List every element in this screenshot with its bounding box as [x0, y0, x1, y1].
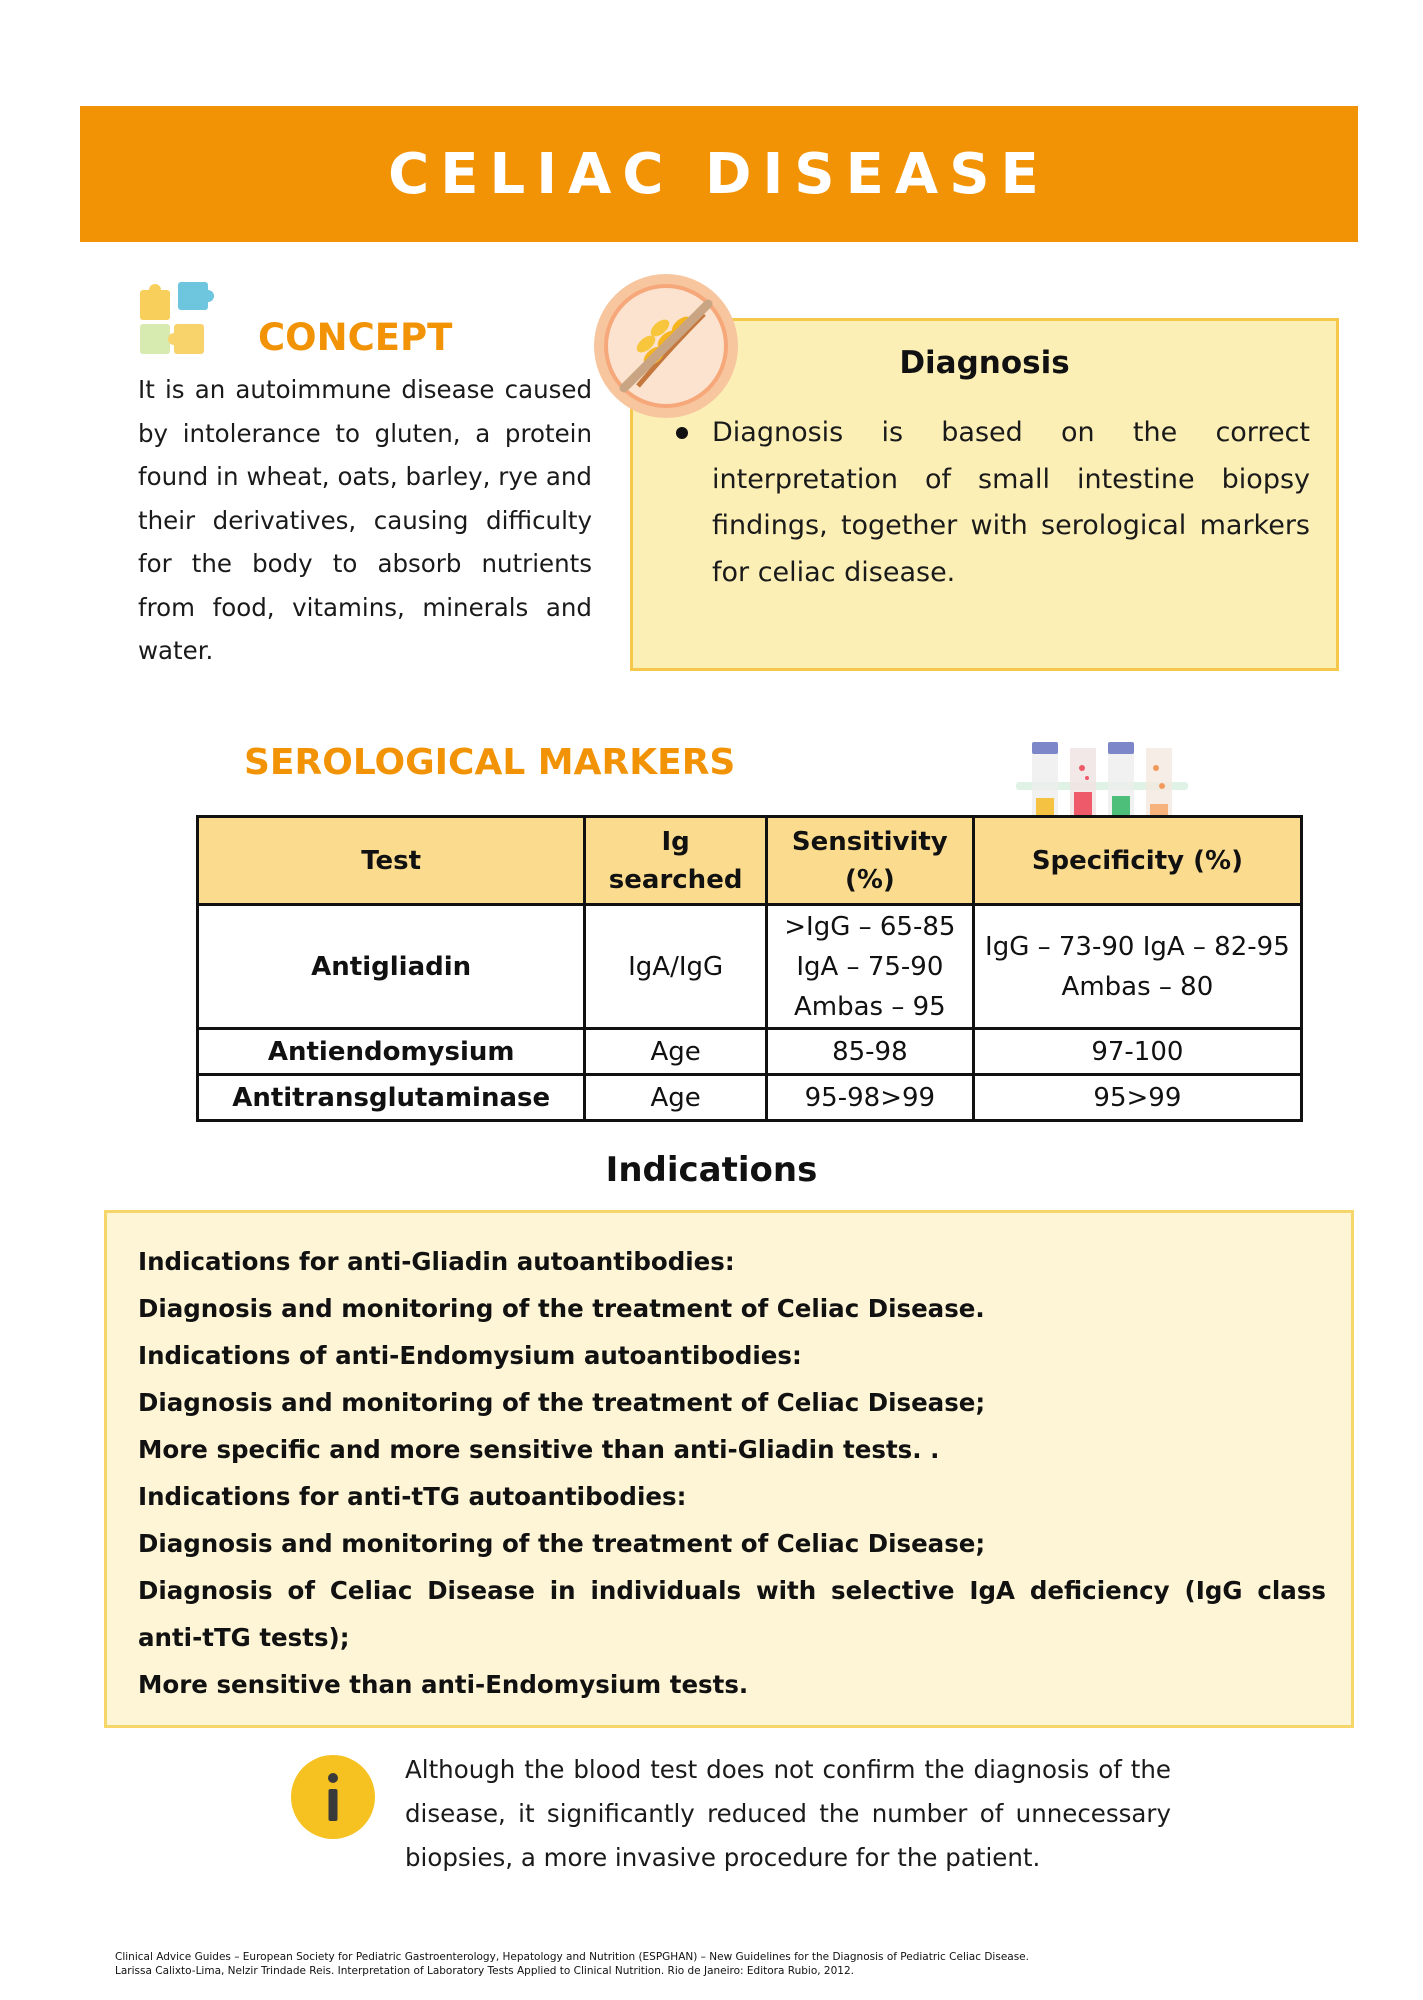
header-specificity: Specificity (%) [973, 817, 1301, 905]
cell-sensitivity: 85-98 [766, 1029, 973, 1075]
indication-line: Diagnosis and monitoring of the treatment of Celiac Disease. [138, 1294, 985, 1323]
concept-text: It is an autoimmune disease caused by intolerance to gluten, a protein found in wheat, oats, barley, rye and their derivatives, causing difficulty for the body to absorb nutrients from food, vitamins, minerals and water. [138, 375, 592, 665]
note-text: Although the blood test does not confirm the diagnosis of the disease, it significantly reduced the number of unnecessary biopsies, a more invasive procedure for the patient. [405, 1755, 1171, 1872]
indications-list [138, 1238, 1326, 1708]
header-ig-searched: Ig searched [585, 817, 767, 905]
info-icon [290, 1754, 376, 1840]
indication-line: Indications for anti-Gliadin autoantibodies: [138, 1247, 735, 1276]
reference-line: Clinical Advice Guides – European Society for Pediatric Gastroenterology, Hepatology and Nutrition (ESPGHAN) – New Guidelines for the Diagnosis of Pediatric Celiac Disease. [115, 1951, 1029, 1963]
indication-line: Diagnosis and monitoring of the treatment of Celiac Disease; [138, 1529, 986, 1558]
table-header-row [198, 817, 1302, 905]
table-row [198, 1029, 1302, 1075]
cell-ig: Age [585, 1029, 767, 1075]
specificity-line: Ambas – 80 [1061, 971, 1214, 1002]
cell-ig: IgA/IgG [585, 905, 767, 1029]
indication-line: More specific and more sensitive than anti-Gliadin tests. . [138, 1435, 940, 1464]
sensitivity-line: IgA – 75-90 [796, 951, 944, 982]
indications-title: Indications [605, 1150, 818, 1190]
serological-markers-table [196, 815, 1303, 1122]
cell-ig: Age [585, 1075, 767, 1121]
cell-test: Antigliadin [198, 905, 585, 1029]
bullet-icon [676, 427, 688, 439]
header-test: Test [198, 817, 585, 905]
header-sensitivity: Sensitivity (%) [766, 817, 973, 905]
cell-sensitivity [766, 905, 973, 1029]
table-row [198, 905, 1302, 1029]
cell-test: Antitransglutaminase [198, 1075, 585, 1121]
cell-specificity: 95>99 [973, 1075, 1301, 1121]
table-row [198, 1075, 1302, 1121]
cell-sensitivity: 95-98>99 [766, 1075, 973, 1121]
sensitivity-line: Ambas – 95 [793, 991, 946, 1022]
puzzle-icon [138, 280, 218, 356]
sensitivity-line: >IgG – 65-85 [784, 911, 956, 942]
cell-specificity: 97-100 [973, 1029, 1301, 1075]
specificity-line: IgG – 73-90 IgA – 82-95 [985, 931, 1290, 962]
page-title: CELIAC DISEASE [388, 141, 1050, 207]
cell-specificity [973, 905, 1301, 1029]
cell-test: Antiendomysium [198, 1029, 585, 1075]
reference-line: Larissa Calixto-Lima, Nelzir Trindade Reis. Interpretation of Laboratory Tests Applied to Clinical Nutrition. Rio de Janeiro: Editora Rubio, 2012. [115, 1965, 854, 1977]
title-banner [80, 106, 1358, 242]
indication-line: Indications of anti-Endomysium autoantibodies: [138, 1341, 802, 1370]
indication-line: More sensitive than anti-Endomysium tests. [138, 1670, 749, 1699]
diagnosis-title: Diagnosis [899, 345, 1070, 381]
concept-title: CONCEPT [258, 316, 453, 359]
serological-title: SEROLOGICAL MARKERS [244, 742, 736, 783]
indication-line: Diagnosis and monitoring of the treatment of Celiac Disease; [138, 1388, 986, 1417]
test-tubes-icon [1010, 738, 1195, 818]
diagnosis-text: Diagnosis is based on the correct interpretation of small intestine biopsy findings, together with serological markers for celiac disease. [712, 417, 1310, 588]
indication-line: Indications for anti-tTG autoantibodies: [138, 1482, 687, 1511]
indication-line: Diagnosis of Celiac Disease in individuals with selective IgA deficiency (IgG class anti-tTG tests); [138, 1576, 1326, 1652]
references [115, 1950, 1315, 1978]
